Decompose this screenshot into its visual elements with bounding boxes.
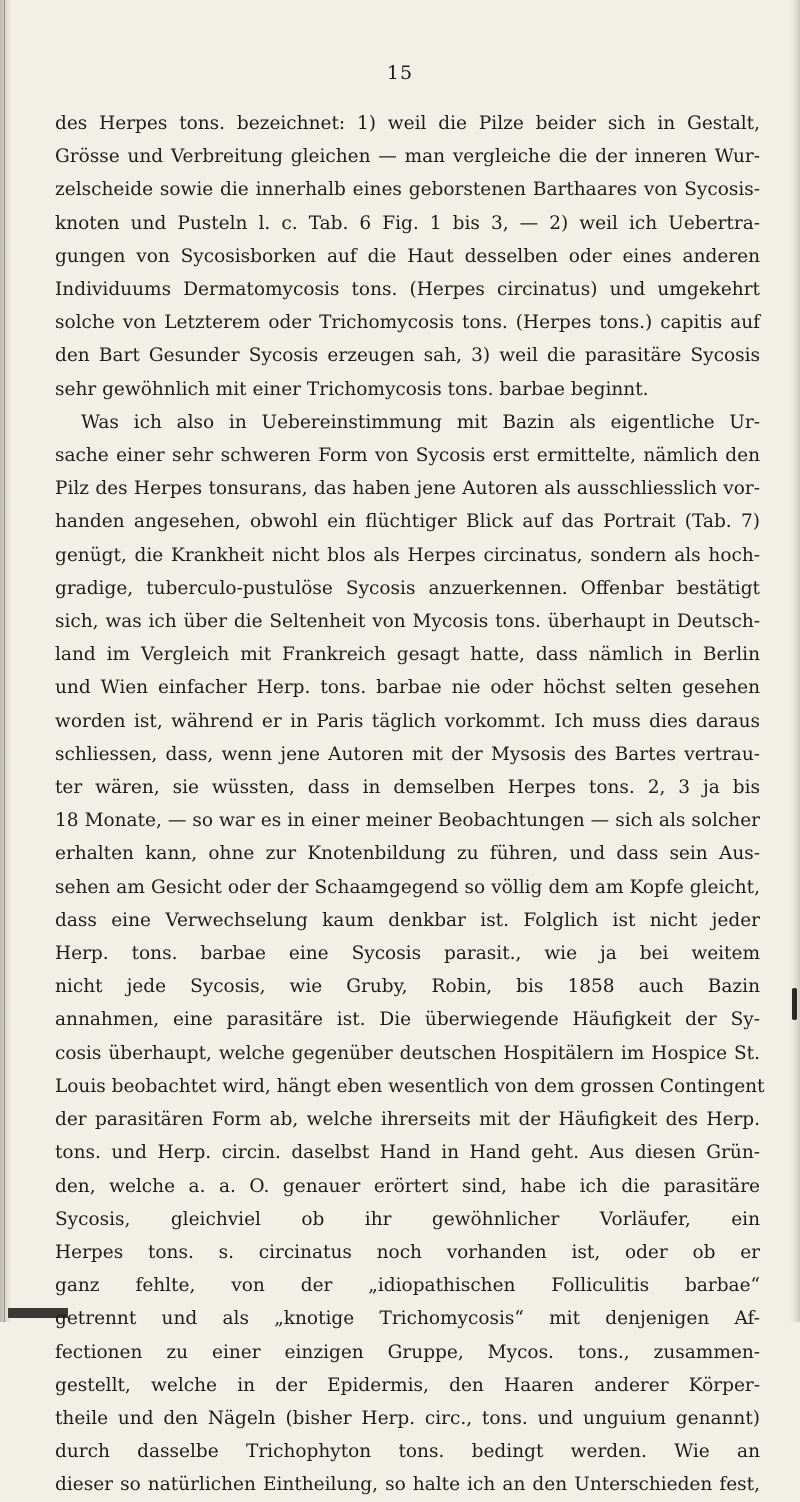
text-line: gradige, tuberculo-pustulöse Sycosis anzuerkennen. Offenbar bestätigt xyxy=(55,577,760,599)
text-line: 18 Monate, — so war es in einer meiner Beobachtungen — sich als solcher xyxy=(55,810,760,832)
text-line: sache einer sehr schweren Form von Sycosis erst ermittelte, nämlich den xyxy=(55,445,760,467)
text-line: des Herpes tons. bezeichnet: 1) weil die Pilze beider sich in Gestalt, xyxy=(55,113,760,134)
text-line: den, welche a. a. O. genauer erörtert sind, habe ich die parasitäre xyxy=(55,1175,760,1197)
text-line: tons. und Herp. circin. daselbst Hand in Hand geht. Aus diesen Grün- xyxy=(55,1142,760,1164)
text-line: Pilz des Herpes tonsurans, das haben jene Autoren als ausschliesslich vor- xyxy=(55,478,760,500)
page-edge-line xyxy=(4,0,5,1322)
text-line: erhalten kann, ohne zur Knotenbildung zu führen, und dass sein Aus- xyxy=(55,843,760,865)
text-line: cosis überhaupt, welche gegenüber deutschen Hospitälern im Hospice St. xyxy=(55,1042,760,1064)
body-text xyxy=(55,107,765,1502)
text-line: sehr gewöhnlich mit einer Trichomycosis tons. barbae beginnt. xyxy=(55,378,649,400)
text-line: Grösse und Verbreitung gleichen — man vergleiche die der inneren Wur- xyxy=(55,146,760,168)
text-line: annahmen, eine parasitäre ist. Die überwiegende Häufigkeit der Sy- xyxy=(55,1009,760,1031)
text-line: ter wären, sie wüssten, dass in demselben Herpes tons. 2, 3 ja bis xyxy=(55,777,760,799)
text-line: genügt, die Krankheit nicht blos als Herpes circinatus, sondern als hoch- xyxy=(55,544,760,566)
text-line: ganz fehlte, von der „idiopathischen Folliculitis barbae“ xyxy=(55,1275,760,1297)
text-line: nicht jede Sycosis, wie Gruby, Robin, bis 1858 auch Bazin xyxy=(55,976,760,998)
text-line: gestellt, welche in der Epidermis, den Haaren anderer Körper- xyxy=(55,1374,760,1396)
text-line: durch dasselbe Trichophyton tons. bedingt werden. Wie an xyxy=(55,1441,760,1463)
text-line: Individuums Dermatomycosis tons. (Herpes circinatus) und umgekehrt xyxy=(55,279,760,301)
paragraph-start-line: Was ich also in Uebereinstimmung mit Bazin als eigentliche Ur- xyxy=(81,411,760,433)
text-line: dieser so natürlichen Eintheilung, so halte ich an den Unterschieden fest, xyxy=(55,1474,760,1496)
text-line: der parasitären Form ab, welche ihrerseits mit der Häufigkeit des Herp. xyxy=(55,1109,760,1131)
text-line: Herpes tons. s. circinatus noch vorhanden ist, oder ob er xyxy=(55,1241,760,1263)
text-line: zelscheide sowie die innerhalb eines geborstenen Barthaares von Sycosis- xyxy=(55,179,760,201)
text-line: worden ist, während er in Paris täglich vorkommt. Ich muss dies daraus xyxy=(55,710,760,732)
text-line: sehen am Gesicht oder der Schaamgegend so völlig dem am Kopfe gleicht, xyxy=(55,876,760,898)
text-line: schliessen, dass, wenn jene Autoren mit der Mysosis des Bartes vertrau- xyxy=(55,743,760,765)
text-line: dass eine Verwechselung kaum denkbar ist. Folglich ist nicht jeder xyxy=(55,909,760,931)
page-number: 15 xyxy=(386,62,414,84)
text-line: Louis beobachtet wird, hängt eben wesentlich von dem grossen Contingent xyxy=(55,1075,765,1097)
text-line: solche von Letzterem oder Trichomycosis tons. (Herpes tons.) capitis auf xyxy=(55,312,760,334)
page-edge-shadow-left xyxy=(0,0,12,1322)
text-line: knoten und Pusteln l. c. Tab. 6 Fig. 1 bis 3, — 2) weil ich Uebertra- xyxy=(55,212,760,234)
text-line: Sycosis, gleichviel ob ihr gewöhnlicher Vorläufer, ein xyxy=(55,1208,760,1230)
text-line: Herp. tons. barbae eine Sycosis parasit., wie ja bei weitem xyxy=(55,943,760,965)
text-line: den Bart Gesunder Sycosis erzeugen sah, 3) weil die parasitäre Sycosis xyxy=(55,345,760,367)
text-line: land im Vergleich mit Frankreich gesagt hatte, dass nämlich in Berlin xyxy=(55,644,760,666)
text-line: handen angesehen, obwohl ein flüchtiger Blick auf das Portrait (Tab. 7) xyxy=(55,511,760,533)
page-edge-shadow-right xyxy=(788,0,800,1322)
margin-mark xyxy=(792,988,797,1020)
text-line: theile und den Nägeln (bisher Herp. circ., tons. und unguium genannt) xyxy=(55,1407,760,1429)
text-line: fectionen zu einer einzigen Gruppe, Mycos. tons., zusammen- xyxy=(55,1341,760,1363)
text-line: gungen von Sycosisborken auf die Haut desselben oder eines anderen xyxy=(55,245,760,267)
text-line: sich, was ich über die Seltenheit von Mycosis tons. überhaupt in Deutsch- xyxy=(55,611,760,633)
text-line: und Wien einfacher Herp. tons. barbae nie oder höchst selten gesehen xyxy=(55,677,760,699)
text-line: getrennt und als „knotige Trichomycosis“ mit denjenigen Af- xyxy=(55,1308,760,1330)
